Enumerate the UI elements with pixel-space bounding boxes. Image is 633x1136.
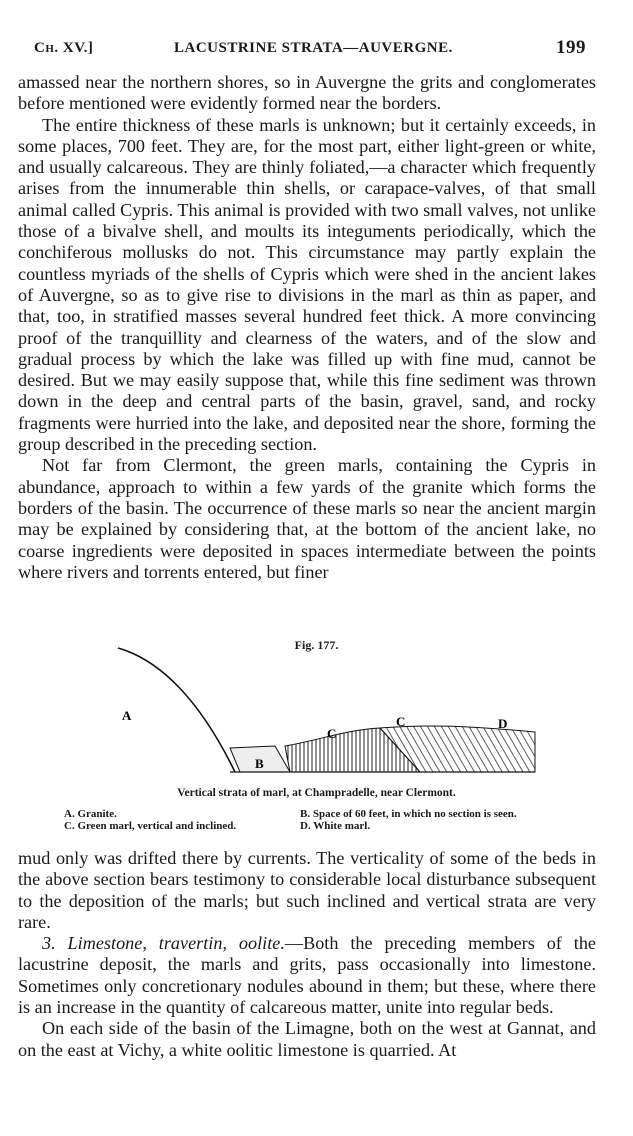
running-title: LACUSTRINE STRATA—AUVERGNE. — [174, 40, 453, 56]
paragraph-4: mud only was drifted there by currents. The verticality of some of the beds in the above section bears testimony to considerable local disturbance subsequent to the deposition of the marls; but such inclined and vertical strata are very rare. — [18, 848, 596, 932]
text-upper — [18, 72, 596, 583]
paragraph-5-body: —Both the preceding members of the lacustrine deposit, the marls and grits, pass occasionally into limestone. Sometimes only concretionary nodules abound in them; but these, where there is an increase in the quantity of calcareous matter, unite into regular beds. — [18, 933, 596, 1018]
paragraph-5 — [18, 933, 596, 1018]
paragraph-6: On each side of the basin of the Limagne, both on the west at Gannat, and on the east at Vichy, a white oolitic limestone is quarried. At — [18, 1018, 596, 1060]
running-header — [34, 37, 586, 66]
granite-outline — [118, 648, 235, 772]
legend-b: B. Space of 60 feet, in which no section is seen. — [300, 808, 517, 820]
label-a: A — [122, 708, 132, 723]
section-heading: 3. Limestone, travertin, oolite. — [42, 933, 285, 954]
label-c2: C — [396, 714, 406, 729]
label-c1: C — [327, 726, 337, 741]
figure-title: Fig. 177. — [294, 638, 339, 652]
legend-d: D. White marl. — [300, 820, 371, 832]
paragraph-2: The entire thickness of these marls is unknown; but it certainly exceeds, in some places, 700 feet. They are, for the most part, either light-green or white, and usually calcareous. They are thinly foliated,—a character which frequently arises from the innumerable thin shells, or carapace-valves, of that small animal called Cypris. This animal is provided with two small valves, not unlike those of a bivalve shell, and moults its integuments periodically, which the conchiferous mollusks do not. This circumstance may partly explain the countless myriads of the shells of Cypris which were shed in the ancient lakes of Auvergne, so as to give rise to divisions in the marl as thin as paper, and that, too, in stratified masses several hundred feet thick. A more convincing proof of the tranquillity and clearness of the waters, and of the slow and gradual process by which the lake was filled up with fine mud, cannot be desired. But we may easily suppose that, while this fine sediment was thrown down in the deep and central parts of the basin, gravel, sand, and rocky fragments were hurried into the lake, and deposited near the shore, forming the group described in the preceding section. — [18, 114, 596, 455]
label-d: D — [498, 716, 508, 731]
legend-c: C. Green marl, vertical and inclined. — [64, 820, 237, 832]
figure-caption: Vertical strata of marl, at Champradelle, near Clermont. — [177, 787, 456, 799]
legend-a: A. Granite. — [64, 808, 117, 820]
paragraph-3: Not far from Clermont, the green marls, containing the Cypris in abundance, approach to within a few yards of the granite which forms the borders of the basin. The occurrence of these marls so near the ancient margin may be explained by considering that, at the bottom of the ancient lake, no coarse ingredients were deposited in spaces intermediate between the points where rivers and torrents entered, but finer — [18, 455, 596, 582]
chapter-ref: Ch. XV.] — [34, 40, 94, 56]
paragraph-1: amassed near the northern shores, so in Auvergne the grits and conglomerates before mentioned were evidently formed near the borders. — [18, 72, 596, 114]
label-b: B — [255, 756, 264, 771]
section-diagram — [90, 640, 570, 780]
text-lower — [18, 848, 596, 1061]
page-number: 199 — [556, 37, 586, 58]
